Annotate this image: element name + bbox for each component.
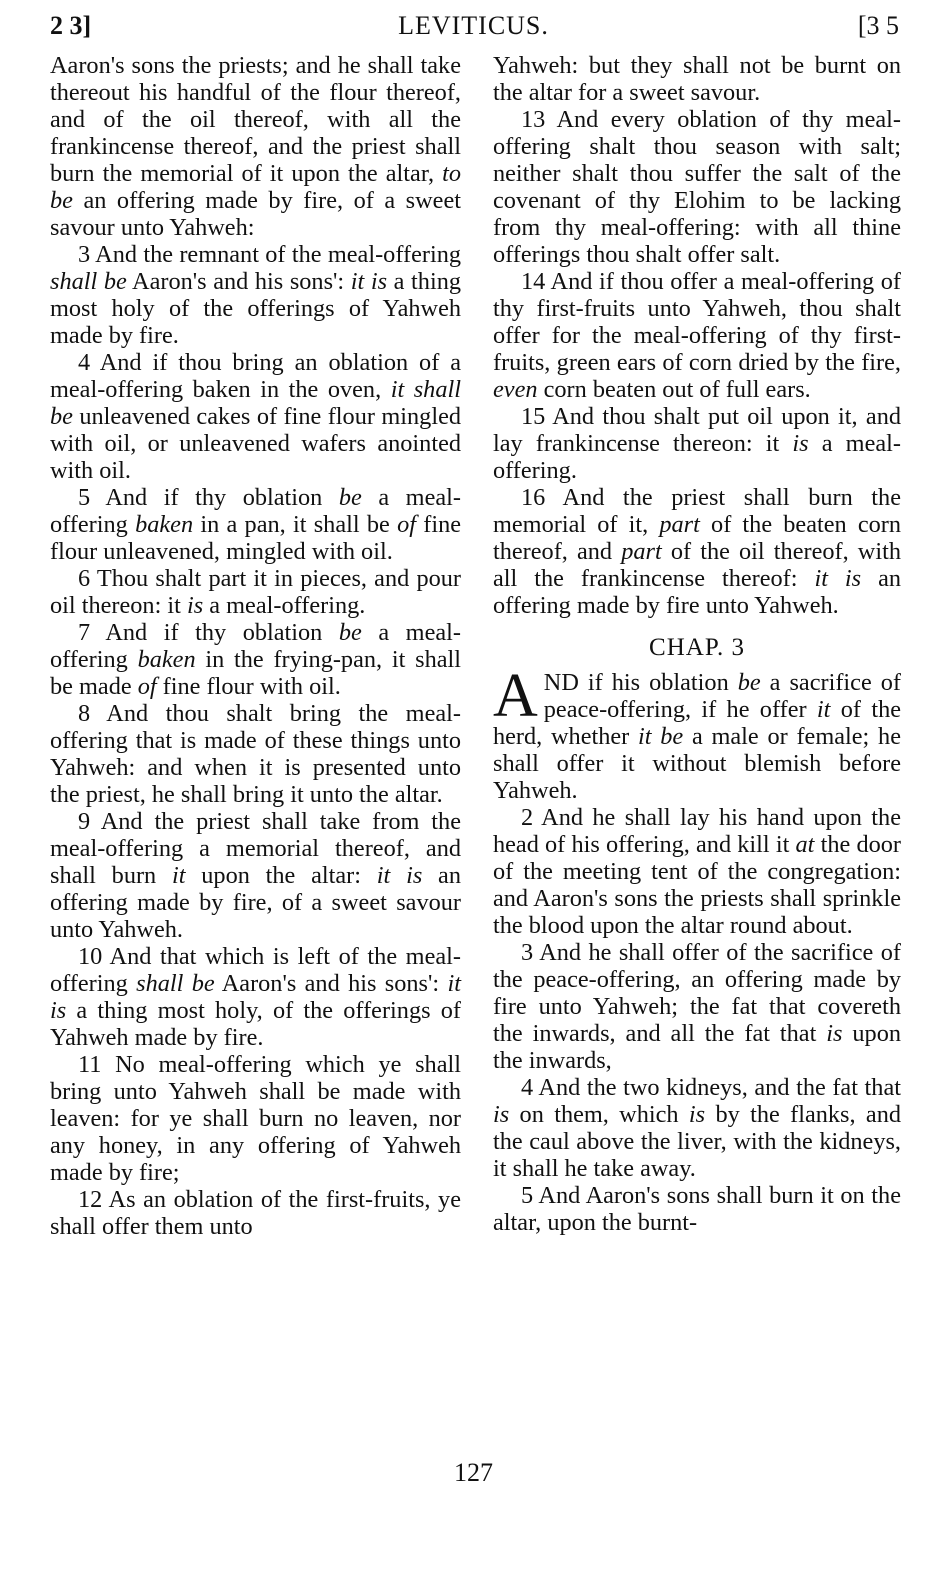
verse-paragraph: Yahweh: but they shall not be burnt on the altar for a sweet savour. (493, 52, 901, 106)
verse-paragraph: 8 And thou shalt bring the meal-offering that is made of these things unto Yahweh: and when it is presented unto the priest, he shall bring it unto the altar. (50, 700, 461, 808)
drop-cap-letter: A (493, 662, 538, 730)
verse-paragraph: 4 And if thou bring an oblation of a meal-offering baken in the oven, it shall be unleavened cakes of fine flour mingled with oil, or unleavened wafers anointed with oil. (50, 349, 461, 484)
verse-paragraph: 4 And the two kidneys, and the fat that is on them, which is by the flanks, and the caul above the liver, with the kidneys, it shall he take away. (493, 1074, 901, 1182)
verse-paragraph: 12 As an oblation of the first-fruits, ye shall offer them unto (50, 1186, 461, 1240)
right-column (493, 52, 901, 1236)
verse-paragraph: 9 And the priest shall take from the meal-offering a memorial thereof, and shall burn it upon the altar: it is an offering made by fire, of a sweet savour unto Yahweh. (50, 808, 461, 943)
verse-paragraph: 5 And if thy oblation be a meal-offering baken in a pan, it shall be of fine flour unleavened, mingled with oil. (50, 484, 461, 565)
running-header (0, 6, 947, 46)
verse-paragraph: 15 And thou shalt put oil upon it, and lay frankincense thereon: it is a meal-offering. (493, 403, 901, 484)
right-column-verses-chapter-3 (493, 662, 902, 1236)
verse-paragraph: 16 And the priest shall burn the memorial of it, part of the beaten corn thereof, and part of the oil thereof, with all the frankincense thereof: it is an offering made by fire unto Yahweh. (493, 484, 902, 619)
left-column (50, 52, 461, 1240)
page-number: 127 (454, 1458, 493, 1487)
chapter-opening-text: ND if his oblation be a sacrifice of peace-offering, if he offer it of the herd, whether it be a male or female; he shall offer it without blemish before Yahweh. (493, 669, 901, 804)
verse-paragraph: 3 And he shall offer of the sacrifice of the peace-offering, an offering made by fire unto Yahweh; the fat that covereth the inwards, and all the fat that is upon the inwards, (493, 939, 902, 1074)
verse-paragraph: 13 And every oblation of thy meal-offering shalt thou season with salt; neither shalt thou suffer the salt of the covenant of thy Elohim to be lacking from thy meal-offering: with all thine offerings thou shalt offer salt. (493, 106, 901, 268)
verse-paragraph: Aaron's sons the priests; and he shall take thereout his handful of the flour thereof, and of the oil thereof, with all the frankincense thereof, and the priest shall burn the memorial of it upon the altar, to be an offering made by fire, of a sweet savour unto Yahweh: (50, 52, 461, 241)
verse-paragraph: 11 No meal-offering which ye shall bring unto Yahweh shall be made with leaven: for ye shall burn no leaven, nor any honey, in any offering of Yahweh made by fire; (50, 1051, 461, 1186)
chapter-heading: CHAP. 3 (649, 634, 745, 661)
verse-paragraph: 10 And that which is left of the meal-offering shall be Aaron's and his sons': it is a thing most holy, of the offerings of Yahweh made by fire. (50, 943, 461, 1051)
book-title: LEVITICUS. (398, 11, 549, 40)
verse-paragraph: 7 And if thy oblation be a meal-offering baken in the frying-pan, it shall be made of fine flour with oil. (50, 619, 461, 700)
header-verse-range-start: 2 3] (50, 11, 92, 40)
header-verse-range-end: [3 5 (857, 11, 899, 40)
verse-paragraph: 14 And if thou offer a meal-offering of thy first-fruits unto Yahweh, thou shalt offer for the meal-offering of thy first-fruits, green ears of corn dried by the fire, even corn beaten out of full ears. (493, 268, 901, 403)
verse-paragraph: 3 And the remnant of the meal-offering shall be Aaron's and his sons': it is a thing most holy of the offerings of Yahweh made by fire. (50, 241, 462, 349)
verse-paragraph: 5 And Aaron's sons shall burn it on the altar, upon the burnt- (493, 1182, 901, 1236)
verse-paragraph: 6 Thou shalt part it in pieces, and pour oil thereon: it is a meal-offering. (50, 565, 461, 619)
chapter-opening-verse (493, 662, 901, 804)
right-column-verses-chapter-2 (493, 52, 901, 619)
verse-paragraph: 2 And he shall lay his hand upon the head of his offering, and kill it at the door of the meeting tent of the congregation: and Aaron's sons the priests shall sprinkle the blood upon the altar round about. (493, 804, 901, 939)
